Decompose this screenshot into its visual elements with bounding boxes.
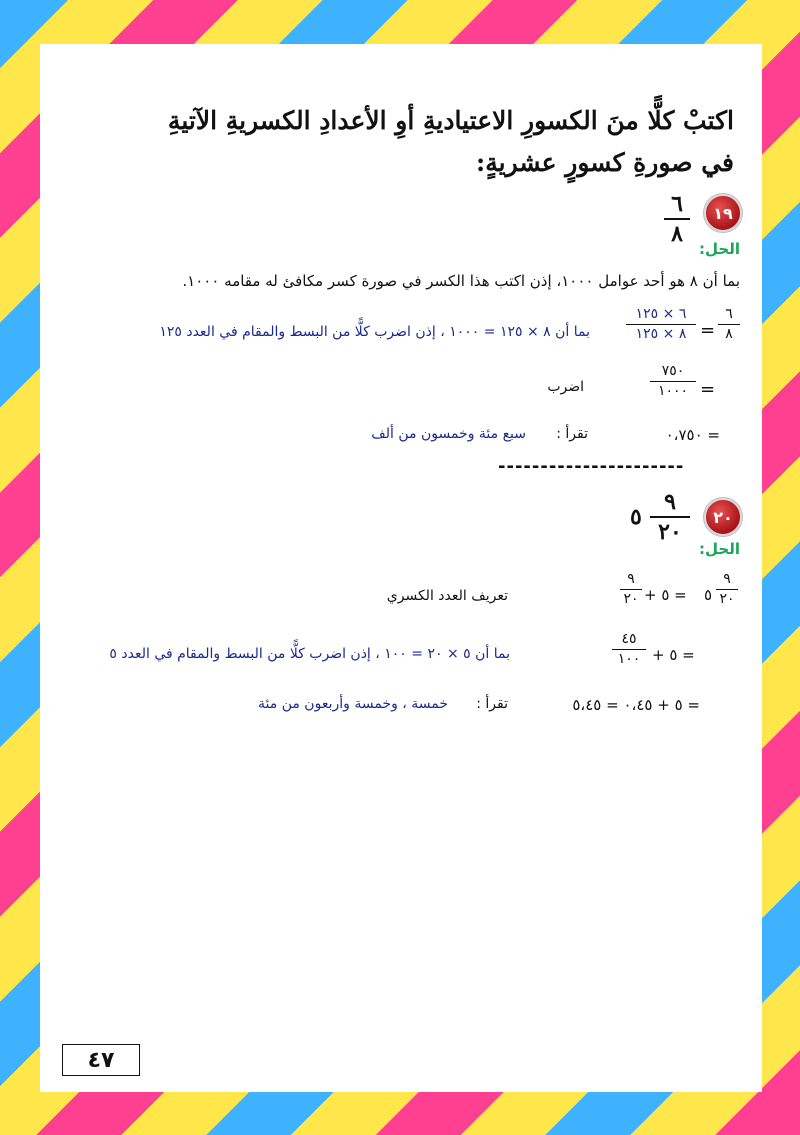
instruction-line-2: في صورةِ كسورٍ عشريةٍ:: [475, 148, 734, 177]
problem-19-read-label: تقرأ :: [556, 426, 588, 442]
problem-19-step2-equals: =: [700, 379, 716, 400]
problem-19-step2-fraction: ٧٥٠ ١٠٠٠: [650, 364, 696, 400]
problem-20-whole: ٥: [630, 504, 642, 530]
problem-19-badge: ١٩: [704, 194, 742, 232]
instruction-line-1: اكتبْ كلًّا منَ الكسورِ الاعتياديةِ أوِ الأعدادِ الكسريةِ الآتيةِ: [167, 106, 734, 135]
problem-20-fraction: ٩ ٢٠: [650, 490, 690, 544]
problem-20-step1-note: تعريف العدد الكسري: [386, 588, 508, 604]
problem-20-step2-fraction: ٤٥ ١٠٠: [612, 632, 646, 668]
problem-19-explanation: بما أن ٨ هو أحد عوامل ١٠٠٠، إذن اكتب هذا الكسر في صورة كسر مكافئ له مقامه ١٠٠٠.: [182, 272, 740, 290]
page-number: ٤٧: [62, 1044, 140, 1076]
problem-19-step1-rhs-fraction: ٦ × ١٢٥ ٨ × ١٢٥: [626, 307, 696, 343]
problem-20-step1-fraction-right: ٩ ٢٠: [716, 572, 738, 608]
problem-20-read-label: تقرأ :: [476, 696, 508, 712]
problem-19-step1-lhs-fraction: ٦ ٨: [718, 307, 740, 343]
problem-20-step1-plus: = ٥ +: [644, 586, 687, 604]
problem-20-read-text: خمسة ، وخمسة وأربعون من مئة: [258, 696, 448, 712]
problem-19-step2-note: اضرب: [547, 379, 584, 395]
problem-20-step1-whole: ٥: [704, 586, 713, 604]
problem-19-step3-result: = ٠،٧٥٠: [665, 426, 720, 444]
problem-20-step2-note: بما أن ٥ × ٢٠ = ١٠٠ ، إذن اضرب كلًّا من البسط والمقام في العدد ٥: [109, 646, 510, 662]
problem-20-solution-label: الحل:: [699, 540, 740, 558]
problem-19-step1-equals: =: [700, 320, 716, 341]
problem-19-read-text: سبع مئة وخمسون من ألف: [371, 426, 526, 442]
problem-20-step2-plus: = ٥ +: [652, 646, 695, 664]
worksheet-page: [40, 44, 762, 1092]
problem-20-step1-fraction-left: ٩ ٢٠: [620, 572, 642, 608]
problem-19-solution-label: الحل:: [699, 240, 740, 258]
problem-20-step3-result: = ٥ + ٠،٤٥ = ٥،٤٥: [572, 696, 700, 714]
problem-19-fraction: ٦ ٨: [664, 192, 690, 246]
problem-20-badge: ٢٠: [704, 498, 742, 536]
problem-19-step1-note: بما أن ٨ × ١٢٥ = ١٠٠٠ ، إذن اضرب كلًّا من البسط والمقام في العدد ١٢٥: [159, 324, 590, 340]
section-divider: ----------------------: [498, 456, 685, 477]
